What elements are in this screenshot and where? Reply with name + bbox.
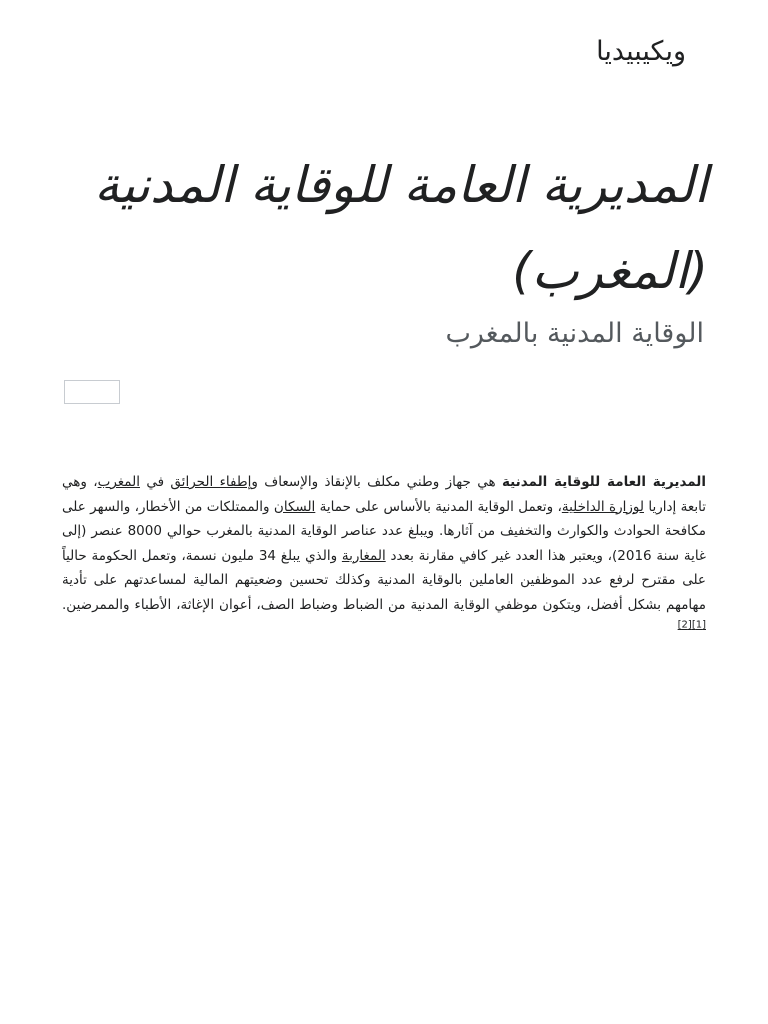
link-fire-fighting[interactable]: إطفاء الحرائق [170, 474, 252, 490]
text-segment: هي جهاز وطني مكلف بالإنقاذ والإسعاف و [251, 474, 502, 490]
text-segment: ، وهي تابعة إداريا [62, 474, 707, 515]
text-segment: والممتلكات من الأخطار، والسهر على مكافحة الحوادث والكوارث والتخفيف من آثارها. ويبلغ عدد عناصر الوقاية المدنية بالمغرب حوالي 8000 عنصر (إلى غاية سنة 2016)، ويعتبر هذا العدد غير كافي مقارنة بعدد [62, 498, 706, 564]
article-paragraph [62, 470, 706, 642]
bold-lead: المديرية العامة للوقاية المدنية [501, 474, 707, 490]
link-morocco[interactable]: المغرب [97, 474, 140, 490]
image-placeholder[interactable] [64, 380, 120, 404]
page-subtitle: الوقاية المدنية بالمغرب [445, 318, 704, 349]
reference-2[interactable]: [2] [677, 619, 692, 631]
link-population[interactable]: السكان [273, 498, 316, 515]
link-moroccans[interactable]: المغاربة [341, 547, 386, 564]
text-segment: ، وتعمل الوقاية المدنية بالأساس على حماية [315, 498, 562, 515]
text-segment: والذي يبلغ 34 مليون نسمة، وتعمل الحكومة حالياً على مقترح لرفع عدد الموظفين العاملين بالوقاية المدنية وكذلك تحسين وضعيتهم المالية لمساعدتهم على تأدية مهامهم بشكل أفضل، ويتكون موظفي الوقاية المدنية من الضباط وضباط الصف، أعوان الإغاثة، الأطباء والممرضين. [62, 547, 706, 613]
page-title: المديرية العامة للوقاية المدنية (المغرب) [94, 156, 708, 300]
wikipedia-wordmark[interactable]: ويكيبيديا [596, 36, 686, 67]
text-segment: في [139, 474, 171, 490]
reference-1[interactable]: [1] [691, 619, 706, 631]
link-interior-ministry[interactable]: لوزارة الداخلية [561, 498, 644, 515]
